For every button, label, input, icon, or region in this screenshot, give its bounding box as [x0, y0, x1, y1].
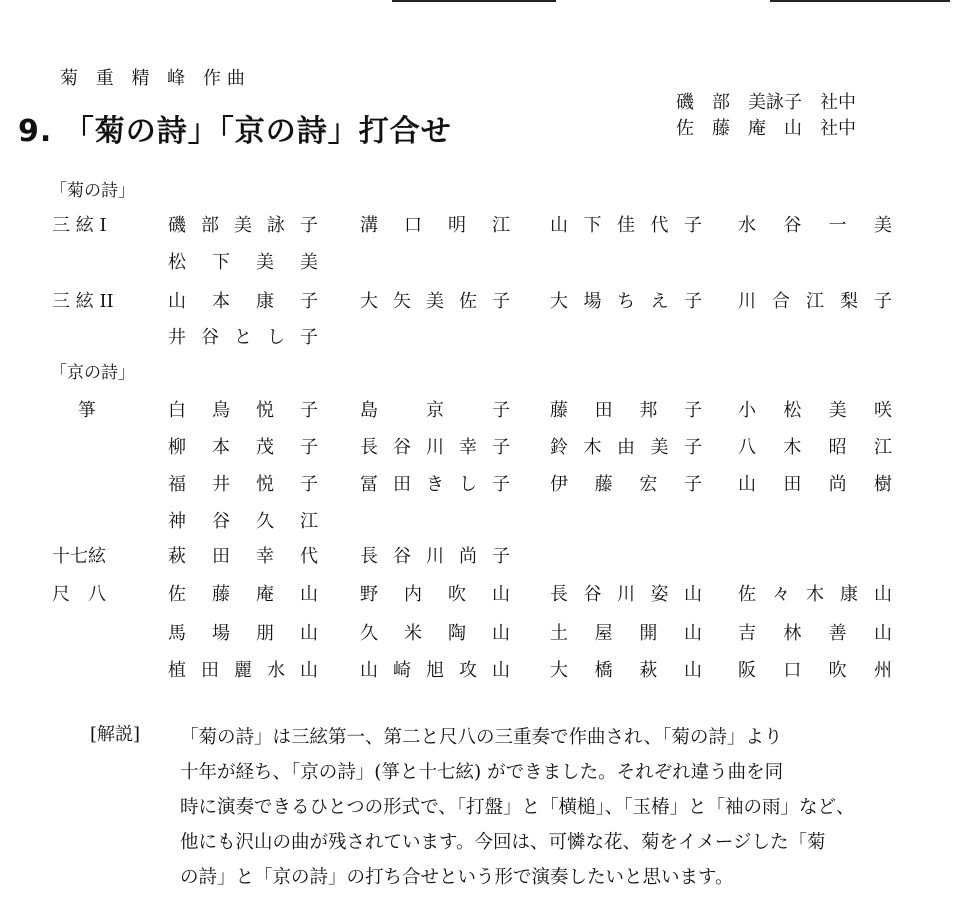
performing-groups — [676, 90, 856, 142]
performer-name: 磯 部 美 詠 子 — [168, 215, 318, 236]
commentary-label: [解説] — [90, 724, 141, 745]
group-1: 磯 部 美詠子 社中 — [676, 92, 856, 113]
instrument-label: 三 絃 I — [52, 215, 107, 236]
performer-name: 神 谷 久 江 — [168, 511, 318, 532]
performer-name: 白 鳥 悦 子 — [168, 400, 318, 421]
commentary-line: の詩」と「京の詩」の打ち合せという形で演奏したいと思います。 — [180, 867, 734, 888]
performer-name: 伊 藤 宏 子 — [550, 474, 702, 495]
section-heading-kyo: 「京の詩」 — [50, 363, 135, 383]
commentary-line: 他にも沢山の曲が残されています。今回は、可憐な花、菊をイメージした「菊 — [180, 832, 826, 853]
performer-name: 藤 田 邦 子 — [550, 400, 702, 421]
commentary-line: 「菊の詩」は三絃第一、第二と尺八の三重奏で作曲され、「菊の詩」より — [180, 727, 783, 748]
performer-name: 大 矢 美 佐 子 — [360, 291, 510, 312]
performer-name: 水 谷 一 美 — [738, 215, 892, 236]
performer-name: 柳 本 茂 子 — [168, 437, 318, 458]
performer-name: 山 崎 旭 攻 山 — [360, 660, 510, 681]
performer-name: 松 下 美 美 — [168, 252, 318, 273]
commentary-text — [180, 720, 896, 895]
performer-name: 久 米 陶 山 — [360, 623, 510, 644]
performer-name: 山 下 佳 代 子 — [550, 215, 702, 236]
performer-name: 阪 口 吹 州 — [738, 660, 892, 681]
performer-name: 長 谷 川 姿 山 — [550, 584, 702, 605]
performer-name: 冨 田 き し 子 — [360, 474, 510, 495]
performer-name: 吉 林 善 山 — [738, 623, 892, 644]
performer-name: 萩 田 幸 代 — [168, 546, 318, 567]
group-2: 佐 藤 庵 山 社中 — [676, 118, 856, 139]
performer-name: 川 合 江 梨 子 — [738, 291, 892, 312]
top-rule-right — [770, 0, 950, 2]
performer-name: 長 谷 川 幸 子 — [360, 437, 510, 458]
performer-name: 大 場 ち え 子 — [550, 291, 702, 312]
instrument-label: 十七絃 — [52, 546, 106, 567]
commentary-line: 時に演奏できるひとつの形式で、「打盤」と「横槌」、「玉椿」と「袖の雨」など、 — [180, 797, 855, 818]
piece-title: 9. 「菊の詩」「京の詩」打合せ — [18, 114, 452, 149]
performer-name: 佐 藤 庵 山 — [168, 584, 318, 605]
performer-name: 井 谷 と し 子 — [168, 327, 318, 348]
performer-name: 小 松 美 咲 — [738, 400, 892, 421]
instrument-label: 箏 — [78, 400, 96, 421]
commentary-line: 十年が経ち、「京の詩」(箏と十七絃) ができました。それぞれ違う曲を同 — [180, 762, 784, 783]
performer-name: 山 本 康 子 — [168, 291, 318, 312]
performer-name: 八 木 昭 江 — [738, 437, 892, 458]
performer-name: 溝 口 明 江 — [360, 215, 510, 236]
performer-name: 佐 々 木 康 山 — [738, 584, 892, 605]
performer-name: 野 内 吹 山 — [360, 584, 510, 605]
performer-name: 大 橋 萩 山 — [550, 660, 702, 681]
performer-name: 福 井 悦 子 — [168, 474, 318, 495]
performer-name: 長 谷 川 尚 子 — [360, 546, 510, 567]
performer-name: 島 京 子 — [360, 400, 510, 421]
composer-credit: 菊 重 精 峰 作曲 — [60, 68, 251, 89]
performer-name: 鈴 木 由 美 子 — [550, 437, 702, 458]
section-heading-kiku: 「菊の詩」 — [50, 181, 135, 201]
instrument-label: 尺 八 — [52, 584, 106, 605]
performer-name: 山 田 尚 樹 — [738, 474, 892, 495]
performer-name: 土 屋 開 山 — [550, 623, 702, 644]
performer-name: 馬 場 朋 山 — [168, 623, 318, 644]
performer-name: 植 田 麗 水 山 — [168, 660, 318, 681]
top-rule-left — [392, 0, 556, 2]
instrument-label: 三 絃 II — [52, 291, 114, 312]
